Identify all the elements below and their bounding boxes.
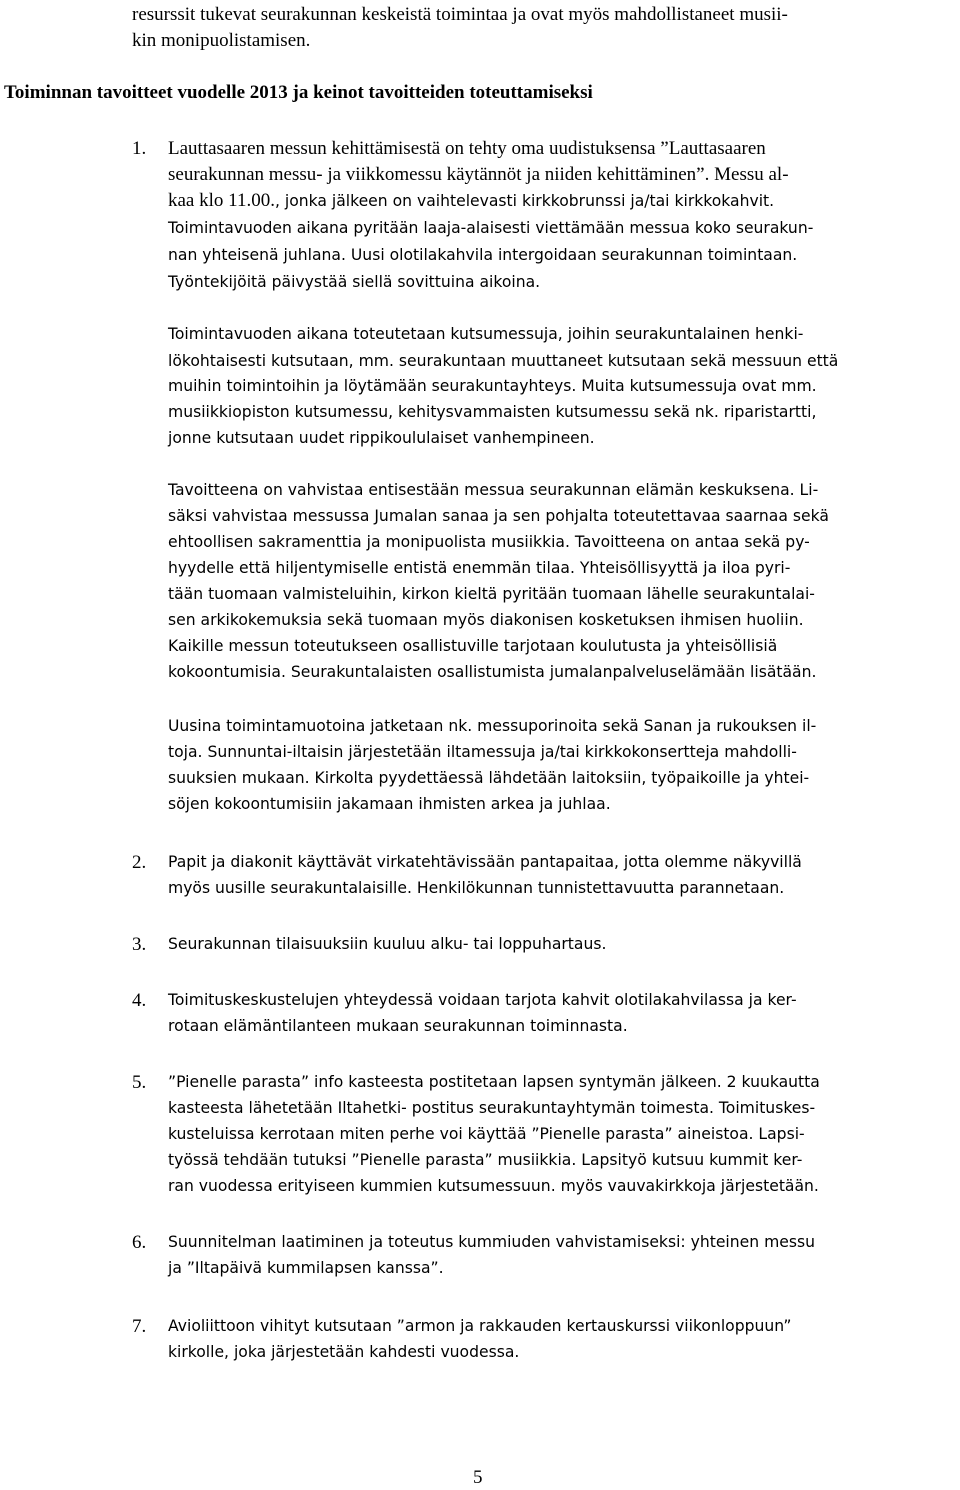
item1-p3-line-4: hyydelle että hiljentymiselle entistä enemmän tilaa. Yhteisöllisyyttä ja iloa pyri-	[168, 559, 791, 577]
item5-line-1: ”Pienelle parasta” info kasteesta postitetaan lapsen syntymän jälkeen. 2 kuukautta	[168, 1073, 820, 1091]
item5-line-3: kusteluissa kerrotaan miten perhe voi käyttää ”Pienelle parasta” aineistoa. Lapsi-	[168, 1125, 805, 1143]
item1-p3-line-6: sen arkikokemuksia sekä tuomaan myös diakonisen kosketuksen ihmisen huoliin.	[168, 611, 804, 629]
item7-line-1: Avioliittoon vihityt kutsutaan ”armon ja rakkauden kertauskurssi viikonloppuun”	[168, 1317, 792, 1335]
item-number-1: 1.	[132, 138, 147, 159]
item1-p2-line-3: muihin toimintoihin ja löytämään seurakuntayhteys. Muita kutsumessuja ovat mm.	[168, 377, 817, 395]
item4-line-2: rotaan elämäntilanteen mukaan seurakunnan toiminnasta.	[168, 1017, 628, 1035]
item1-p3-line-7: Kaikille messun toteutukseen osallistuville tarjotaan koulutusta ja yhteisöllisiä	[168, 637, 778, 655]
item1-p1-line-1: Lauttasaaren messun kehittämisestä on tehty oma uudistuksensa ”Lauttasaaren	[168, 138, 766, 159]
item1-p4-line-2: toja. Sunnuntai-iltaisin järjestetään iltamessuja ja/tai kirkkokonsertteja mahdolli-	[168, 743, 797, 761]
item1-p1-line-4: Toimintavuoden aikana pyritään laaja-alaisesti viettämään messua koko seurakun-	[168, 219, 814, 237]
item1-p2-line-5: jonne kutsutaan uudet rippikoululaiset vanhempineen.	[168, 429, 595, 447]
section-heading: Toiminnan tavoitteet vuodelle 2013 ja keinot tavoitteiden toteuttamiseksi	[4, 82, 593, 103]
item6-line-1: Suunnitelman laatiminen ja toteutus kummiuden vahvistamiseksi: yhteinen messu	[168, 1233, 815, 1251]
item4-line-1: Toimituskeskustelujen yhteydessä voidaan tarjota kahvit olotilakahvilassa ja ker-	[168, 991, 797, 1009]
item1-p3-line-3: ehtoollisen sakramenttia ja monipuolista musiikkia. Tavoitteena on antaa sekä py-	[168, 533, 810, 551]
intro-line-1: resurssit tukevat seurakunnan keskeistä toimintaa ja ovat myös mahdollistaneet musii-	[132, 4, 788, 25]
item1-p3-line-5: tään tuomaan valmisteluihin, kirkon kieltä pyritään tuomaan lähelle seurakuntalai-	[168, 585, 815, 603]
item5-line-5: ran vuodessa erityiseen kummien kutsumessuun. myös vauvakirkkoja järjestetään.	[168, 1177, 819, 1195]
item1-p2-line-2	[168, 348, 838, 374]
item1-p3-line-1: Tavoitteena on vahvistaa entisestään messua seurakunnan elämän keskuksena. Li-	[168, 481, 819, 499]
item7-line-2: kirkolle, joka järjestetään kahdesti vuodessa.	[168, 1343, 520, 1361]
item-number-7: 7.	[132, 1316, 147, 1337]
item1-p1-line-5	[168, 242, 797, 268]
intro-line-2: kin monipuolistamisen.	[132, 30, 311, 51]
page-number: 5	[473, 1467, 483, 1488]
item1-p3-line-8: kokoontumisia. Seurakuntalaisten osallistumista jumalanpalveluselämään lisätään.	[168, 663, 817, 681]
item5-line-2: kasteesta lähetetään Iltahetki- postitus seurakuntayhtymän toimesta. Toimituskes-	[168, 1099, 816, 1117]
item1-p1-line-5-sans-b: Uusi olotilakahvila intergoidaan seurakunnan toimintaan.	[345, 246, 798, 264]
item6-line-2: ja ”Iltapäivä kummilapsen kanssa”.	[168, 1259, 444, 1277]
item-number-3: 3.	[132, 934, 147, 955]
item1-p2-line-2-sans: lökohtaisesti kutsutaan, mm.	[168, 352, 394, 370]
item3-line-1: Seurakunnan tilaisuuksiin kuuluu alku- tai loppuhartaus.	[168, 935, 607, 953]
item1-p1-line-6: Työntekijöitä päivystää siellä sovittuina aikoina.	[168, 273, 541, 291]
item1-p1-line-2: seurakunnan messu- ja viikkomessu käytännöt ja niiden kehittäminen”. Messu al-	[168, 164, 789, 185]
item2-line-1: Papit ja diakonit käyttävät virkatehtävissään pantapaitaa, jotta olemme näkyvillä	[168, 853, 802, 871]
item1-p1-line-3-serif: kaa klo 11.00.	[168, 190, 275, 211]
item-number-2: 2.	[132, 852, 147, 873]
item-number-6: 6.	[132, 1232, 147, 1253]
item1-p4-line-4: söjen kokoontumisiin jakamaan ihmisten arkea ja juhlaa.	[168, 795, 611, 813]
item1-p1-line-3-sans: , jonka jälkeen on vaihtelevasti kirkkobrunssi ja/tai kirkkokahvit.	[274, 192, 775, 210]
item2-line-2: myös uusille seurakuntalaisille. Henkilökunnan tunnistettavuutta parannetaan.	[168, 879, 785, 897]
item5-line-4: työssä tehdään tutuksi ”Pienelle parasta” musiikkia. Lapsityö kutsuu kummit ker-	[168, 1151, 803, 1169]
item1-p3-line-2: säksi vahvistaa messussa Jumalan sanaa ja sen pohjalta toteutettavaa saarnaa sekä	[168, 507, 829, 525]
item1-p4-line-1: Uusina toimintamuotoina jatketaan nk. messuporinoita sekä Sanan ja rukouksen il-	[168, 717, 817, 735]
item1-p1-line-3	[168, 188, 774, 214]
item-number-4: 4.	[132, 990, 147, 1011]
item-number-5: 5.	[132, 1072, 147, 1093]
item1-p2-line-1: Toimintavuoden aikana toteutetaan kutsumessuja, joihin seurakuntalainen henki-	[168, 325, 804, 343]
item1-p4-line-3: suuksien mukaan. Kirkolta pyydettäessä lähdetään laitoksiin, työpaikoille ja yhtei-	[168, 769, 810, 787]
item1-p2-line-4: musiikkiopiston kutsumessu, kehitysvammaisten kutsumessu sekä nk. riparistartti,	[168, 403, 817, 421]
item1-p1-line-5-sans: nan yhteisenä juhlana.	[168, 246, 346, 264]
item1-p2-line-2-sans-b: seurakuntaan muuttaneet kutsutaan sekä messuun että	[393, 352, 839, 370]
